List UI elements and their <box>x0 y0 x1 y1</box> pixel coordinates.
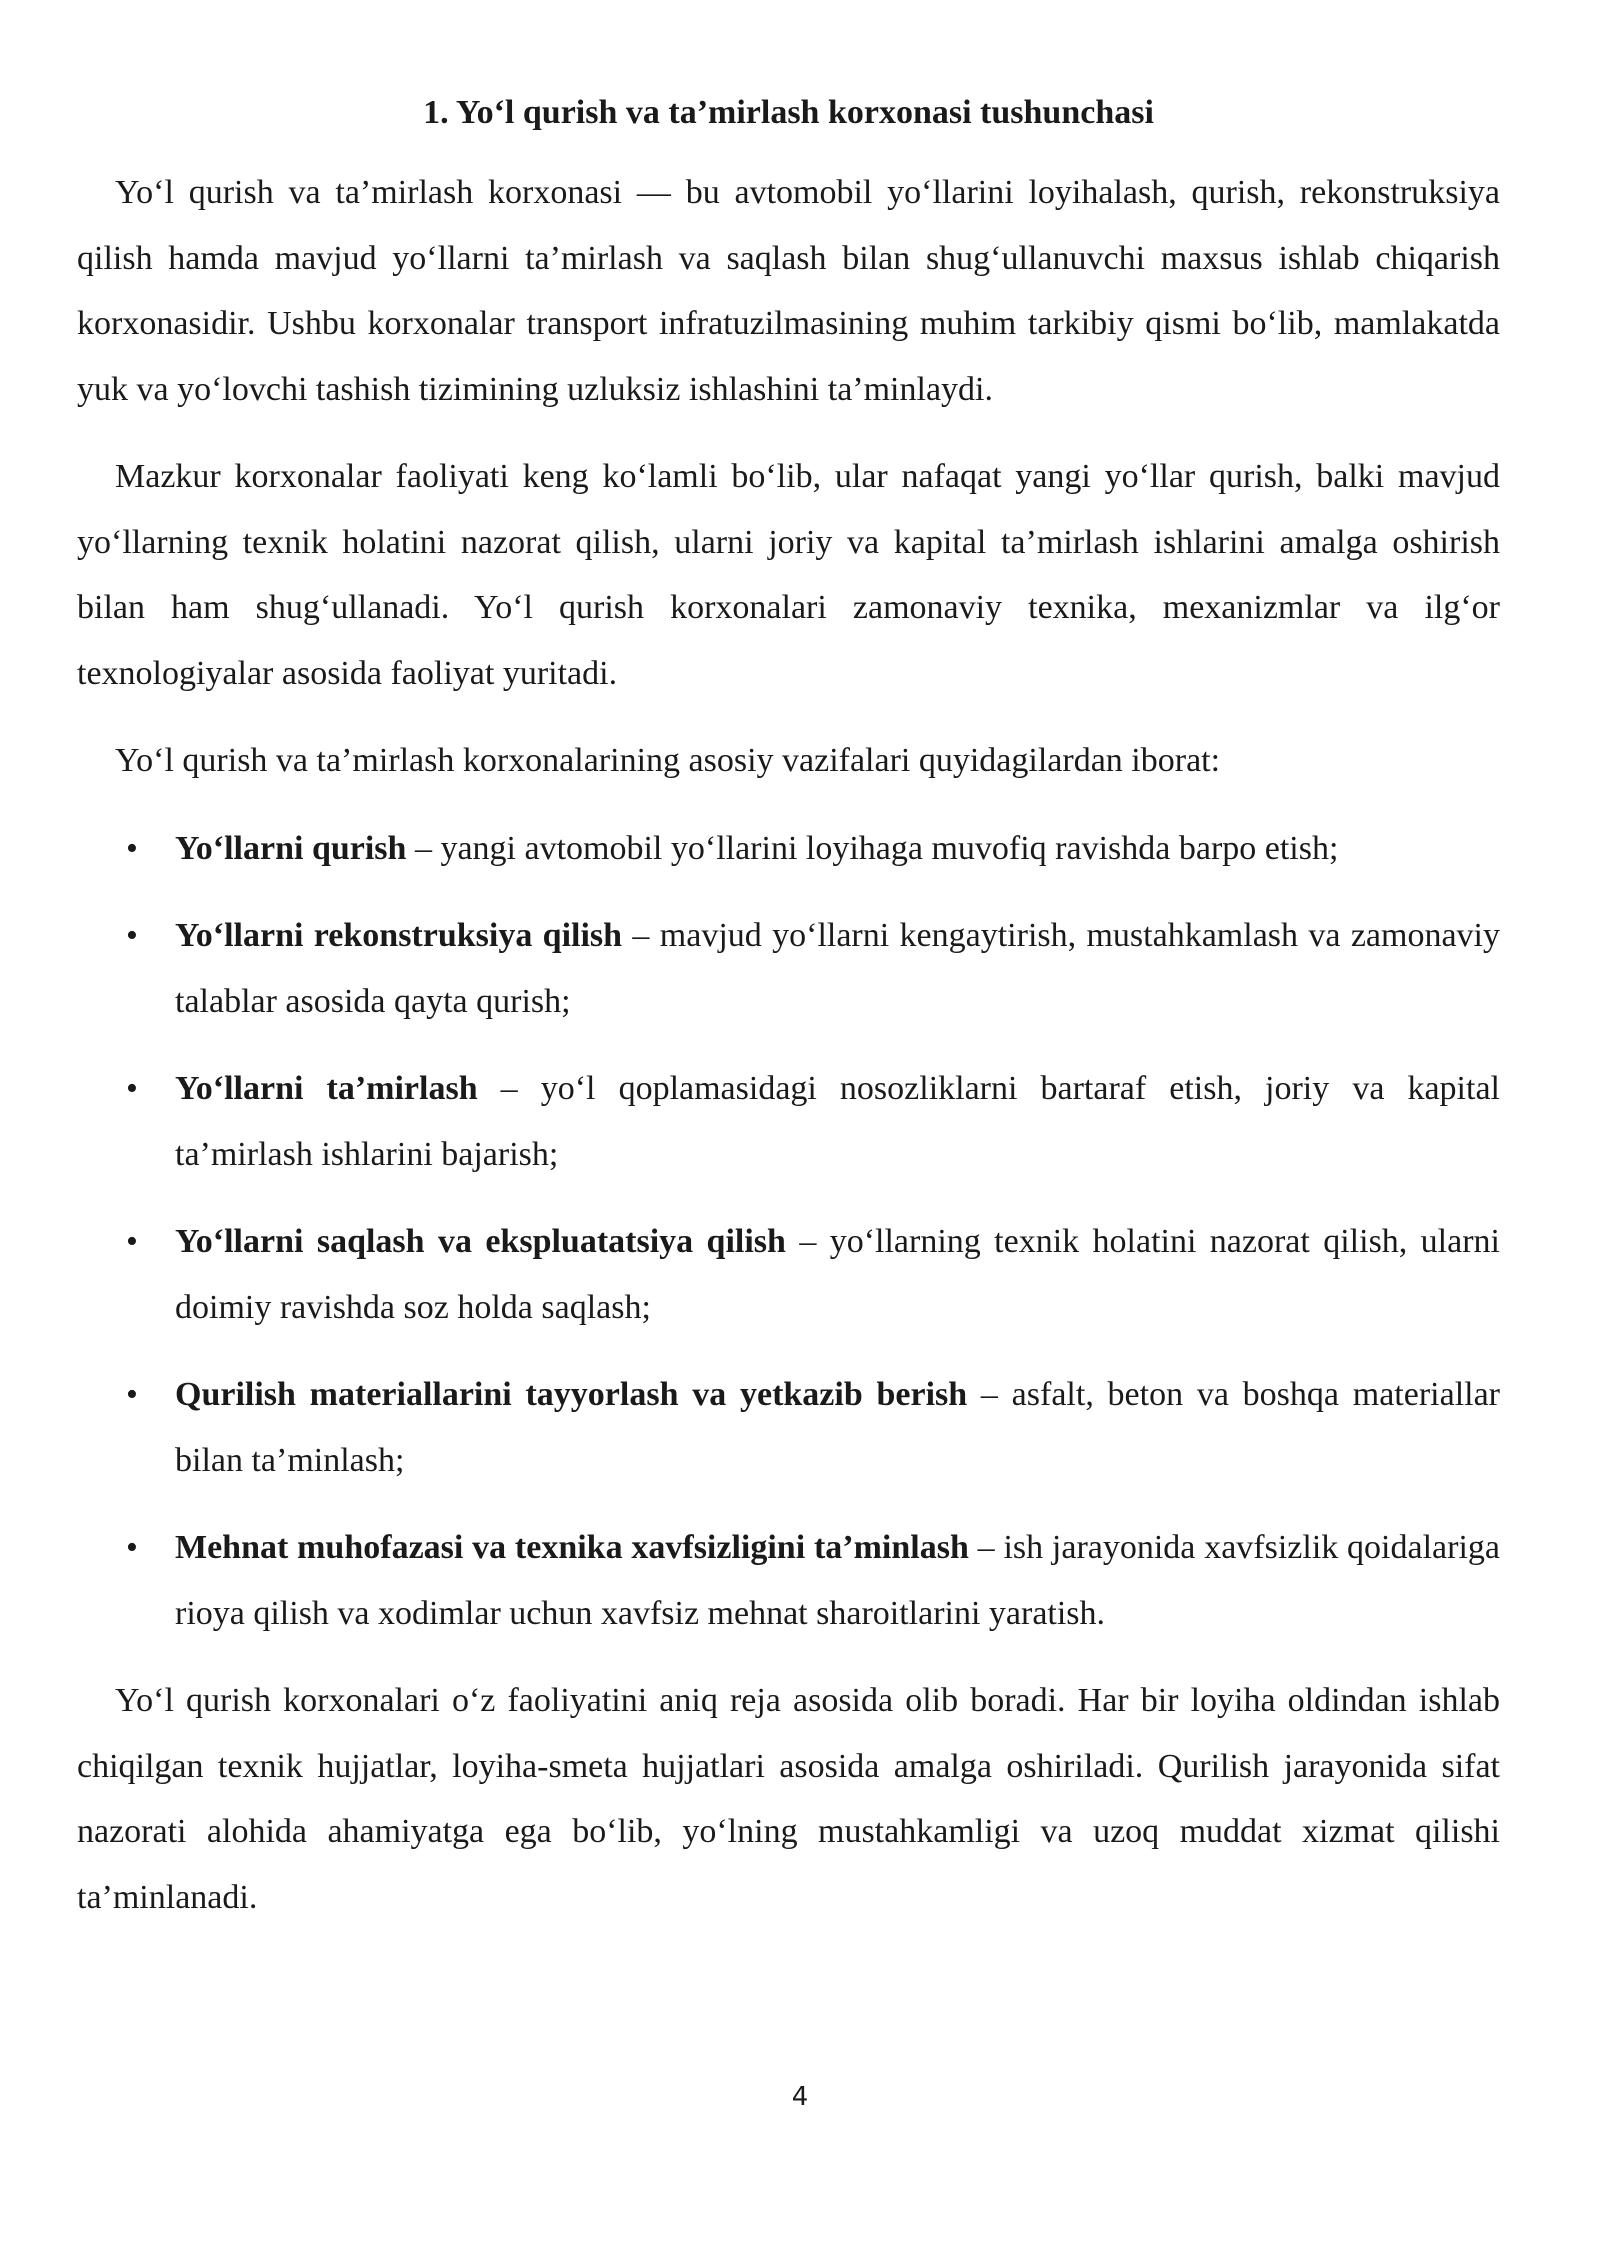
list-item-text: – mavjud yo‘llarni kengaytirish, mustahkamlash va zamonaviy talablar asosida qayta qurish; <box>175 917 1500 1020</box>
list-item <box>77 1515 1500 1646</box>
list-item-term: Mehnat muhofazasi va texnika xavfsizligini ta’minlash <box>175 1529 969 1566</box>
list-item-term: Yo‘llarni rekonstruksiya qilish <box>175 917 623 954</box>
list-item-text: – yo‘llarning texnik holatini nazorat qilish, ularni doimiy ravishda soz holda saqlash; <box>175 1223 1500 1326</box>
bullet-icon: • <box>126 1529 138 1566</box>
paragraph-planning: Yo‘l qurish korxonalari o‘z faoliyatini aniq reja asosida olib boradi. Har bir loyiha oldindan ishlab chiqilgan texnik hujjatlar, loyiha-smeta hujjatlari asosida amalga oshiriladi. Qurilish jarayonida sifat nazorati alohida ahamiyatga ega bo‘lib, yo‘lning mustahkamligi va uzoq muddat xizmat qilishi ta’minlanadi. <box>77 1682 1500 1916</box>
paragraph-tasks-intro: Yo‘l qurish va ta’mirlash korxonalarining asosiy vazifalari quyidagilardan iborat: <box>115 742 1221 779</box>
document-page <box>77 88 1500 1952</box>
bullet-icon: • <box>126 1376 138 1413</box>
page-number: 4 <box>791 2082 809 2112</box>
list-item-text: – ish jarayonida xavfsizlik qoidalariga rioya qilish va xodimlar uchun xavfsiz mehnat sharoitlarini yaratish. <box>175 1529 1500 1632</box>
paragraph-definition: Yo‘l qurish va ta’mirlash korxonasi — bu avtomobil yo‘llarini loyihalash, qurish, rekonstruksiya qilish hamda mavjud yo‘llarni ta’mirlash va saqlash bilan shug‘ullanuvchi maxsus ishlab chiqarish korxonasidir. Ushbu korxonalar transport infratuzilmasining muhim tarkibiy qismi bo‘lib, mamlakatda yuk va yo‘lovchi tashish tizimining uzluksiz ishlashini ta’minlaydi. <box>77 174 1500 408</box>
list-item-term: Qurilish materiallarini tayyorlash va yetkazib berish <box>175 1376 968 1413</box>
section-title: 1. Yo‘l qurish va ta’mirlash korxonasi tushunchasi <box>423 94 1154 131</box>
list-item <box>77 1056 1500 1187</box>
list-item-term: Yo‘llarni saqlash va ekspluatatsiya qilish <box>175 1223 786 1260</box>
paragraph-activities: Mazkur korxonalar faoliyati keng ko‘lamli bo‘lib, ular nafaqat yangi yo‘llar qurish, balki mavjud yo‘llarning texnik holatini nazorat qilish, ularni joriy va kapital ta’mirlash ishlarini amalga oshirish bilan ham shug‘ullanadi. Yo‘l qurish korxonalari zamonaviy texnika, mexanizmlar va ilg‘or texnologiyalar asosida faoliyat yuritadi. <box>77 458 1500 692</box>
bullet-icon: • <box>126 1223 138 1260</box>
bullet-icon: • <box>126 829 138 867</box>
list-item <box>77 1209 1500 1340</box>
list-item-text: – yangi avtomobil yo‘llarini loyihaga muvofiq ravishda barpo etish; <box>406 829 1339 867</box>
bullet-icon: • <box>126 917 138 954</box>
bullet-icon: • <box>126 1070 138 1107</box>
list-item-text: – yo‘l qoplamasidagi nosozliklarni bartaraf etish, joriy va kapital ta’mirlash ishlarini bajarish; <box>175 1070 1500 1173</box>
list-item <box>77 1362 1500 1493</box>
list-item <box>77 816 1500 882</box>
list-item-text: – asfalt, beton va boshqa materiallar bilan ta’minlash; <box>175 1376 1500 1479</box>
list-item-term: Yo‘llarni qurish <box>175 829 407 867</box>
list-item-term: Yo‘llarni ta’mirlash <box>175 1070 478 1107</box>
tasks-list <box>77 816 1500 1647</box>
list-item <box>77 903 1500 1034</box>
